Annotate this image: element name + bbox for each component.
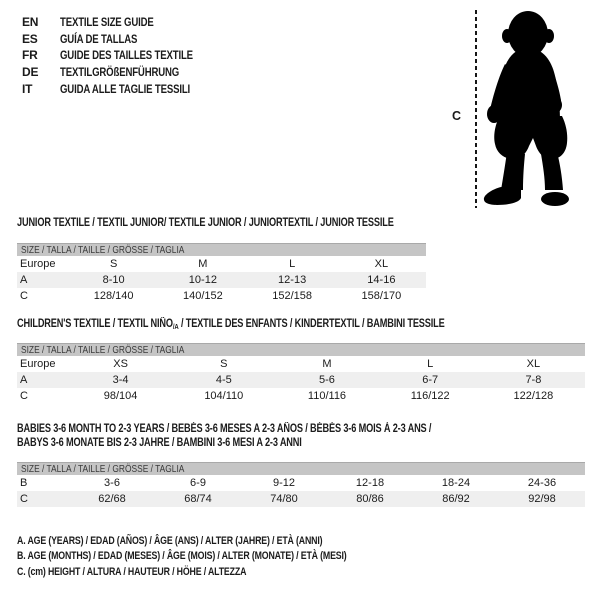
cell: 3-6 — [104, 477, 120, 489]
cell: 104/110 — [204, 390, 244, 402]
babies-table-title — [17, 422, 535, 450]
row-label: C — [20, 290, 28, 302]
language-label: TEXTILGRÖßENFÜHRUNG — [60, 65, 180, 80]
cell: 18-24 — [441, 477, 471, 489]
language-code: DE — [22, 65, 39, 80]
row-label: B — [20, 477, 28, 489]
children-size-table — [17, 343, 585, 404]
language-title-list — [22, 14, 226, 97]
language-row-it — [22, 80, 226, 97]
cell: 24-36 — [527, 477, 557, 489]
cell: 3-4 — [112, 374, 129, 386]
language-code: ES — [22, 31, 38, 46]
cell: L — [427, 358, 434, 370]
cell: 116/122 — [410, 390, 450, 402]
row-label: Europe — [20, 358, 56, 370]
cell: 128/140 — [93, 290, 134, 302]
table-row — [17, 288, 426, 304]
cell: 152/158 — [272, 290, 312, 302]
table-row — [17, 491, 585, 507]
children-table-title-text — [17, 318, 445, 330]
children-title-prefix: CHILDREN'S TEXTILE / TEXTIL NIÑO — [17, 318, 173, 330]
babies-size-table — [17, 462, 585, 507]
language-code: FR — [22, 48, 38, 63]
cell: 10-12 — [188, 274, 217, 286]
size-header-label: SIZE / TALLA / TAILLE / GRÖSSE / TAGLIA — [21, 244, 185, 256]
cell: L — [289, 258, 296, 270]
height-measure-dashed-line — [475, 10, 477, 208]
size-header-label: SIZE / TALLA / TAILLE / GRÖSSE / TAGLIA — [21, 344, 185, 356]
cell: 98/104 — [103, 390, 138, 402]
table-row — [17, 372, 585, 388]
table-row — [17, 356, 585, 372]
cell: 80/86 — [356, 493, 384, 505]
children-title-suffix: / TEXTILE DES ENFANTS / KINDERTEXTIL / BAMBINI TESSILE — [178, 318, 445, 330]
size-header-bar — [17, 243, 426, 256]
language-code: EN — [22, 15, 39, 30]
row-label: C — [20, 493, 28, 505]
row-label: A — [20, 274, 28, 286]
junior-table-title — [17, 217, 488, 229]
cell: 86/92 — [442, 493, 470, 505]
legend-line-c — [17, 565, 429, 580]
table-row — [17, 272, 426, 288]
language-row-fr — [22, 47, 226, 64]
cell: 8-10 — [102, 274, 125, 286]
language-row-de — [22, 64, 226, 81]
language-label: GUÍA DE TALLAS — [60, 31, 138, 46]
language-code: IT — [22, 81, 33, 96]
table-row — [17, 256, 426, 272]
cell: 140/152 — [182, 290, 223, 302]
cell: 110/116 — [307, 390, 347, 402]
cell: 74/80 — [270, 493, 298, 505]
legend-line-b-text: B. AGE (MONTHS) / EDAD (MESES) / ÂGE (MOIS) / ALTER (MONATE) / ETÀ (MESI) — [17, 550, 347, 563]
cell: 12-18 — [355, 477, 385, 489]
row-label: C — [20, 390, 28, 402]
cell: 9-12 — [272, 477, 296, 489]
cell: 4-5 — [215, 374, 232, 386]
cell: 158/170 — [361, 290, 402, 302]
cell: 92/98 — [528, 493, 556, 505]
size-header-bar — [17, 462, 585, 475]
cell: 62/68 — [98, 493, 126, 505]
legend-line-b — [17, 549, 429, 564]
children-title-subscript: /A — [172, 322, 179, 331]
legend-line-a — [17, 534, 429, 549]
size-header-label: SIZE / TALLA / TAILLE / GRÖSSE / TAGLIA — [21, 463, 185, 475]
table-row — [17, 475, 585, 491]
cell: XL — [374, 258, 389, 270]
cell: M — [322, 358, 332, 370]
cell: M — [198, 258, 208, 270]
language-label: TEXTILE SIZE GUIDE — [60, 15, 154, 30]
language-row-es — [22, 31, 226, 48]
language-label: GUIDA ALLE TAGLIE TESSILI — [60, 81, 191, 96]
children-table-title — [17, 318, 551, 330]
cell: 7-8 — [525, 374, 542, 386]
babies-title-line1: BABIES 3-6 MONTH TO 2-3 YEARS / BEBÉS 3-6 MESES A 2-3 AÑOS / BÉBÉS 3-6 MOIS À 2-3 ANS / — [17, 423, 432, 435]
measurement-legend — [17, 534, 429, 580]
legend-line-a-text: A. AGE (YEARS) / EDAD (AÑOS) / ÂGE (ANS) / ALTER (JAHRE) / ETÀ (ANNI) — [17, 535, 323, 547]
table-row — [17, 388, 585, 404]
cell: S — [220, 358, 228, 370]
size-header-bar — [17, 343, 585, 356]
language-row-en — [22, 14, 226, 31]
toddler-silhouette-icon — [483, 6, 595, 210]
cell: 12-13 — [278, 274, 307, 286]
language-label: GUIDE DES TAILLES TEXTILE — [60, 48, 193, 63]
height-measure-label: C — [452, 109, 462, 123]
cell: 14-16 — [367, 274, 396, 286]
cell: XS — [113, 358, 128, 370]
cell: 68/74 — [184, 493, 212, 505]
cell: 122/128 — [513, 390, 554, 402]
legend-line-c-text: C. (cm) HEIGHT / ALTURA / HAUTEUR / HÖHE / ALTEZZA — [17, 565, 247, 578]
cell: 5-6 — [319, 374, 335, 386]
junior-table-title-text: JUNIOR TEXTILE / TEXTIL JUNIOR/ TEXTILE JUNIOR / JUNIORTEXTIL / JUNIOR TESSILE — [17, 217, 394, 229]
row-label: A — [20, 374, 28, 386]
cell: 6-9 — [190, 477, 206, 489]
cell: 6-7 — [422, 374, 439, 386]
junior-size-table — [17, 243, 426, 304]
cell: S — [109, 258, 118, 270]
row-label: Europe — [20, 258, 56, 270]
cell: XL — [526, 358, 541, 370]
babies-title-line2: BABYS 3-6 MONATE BIS 2-3 JAHRE / BAMBINI 3-6 MESI A 2-3 ANNI — [17, 437, 302, 449]
